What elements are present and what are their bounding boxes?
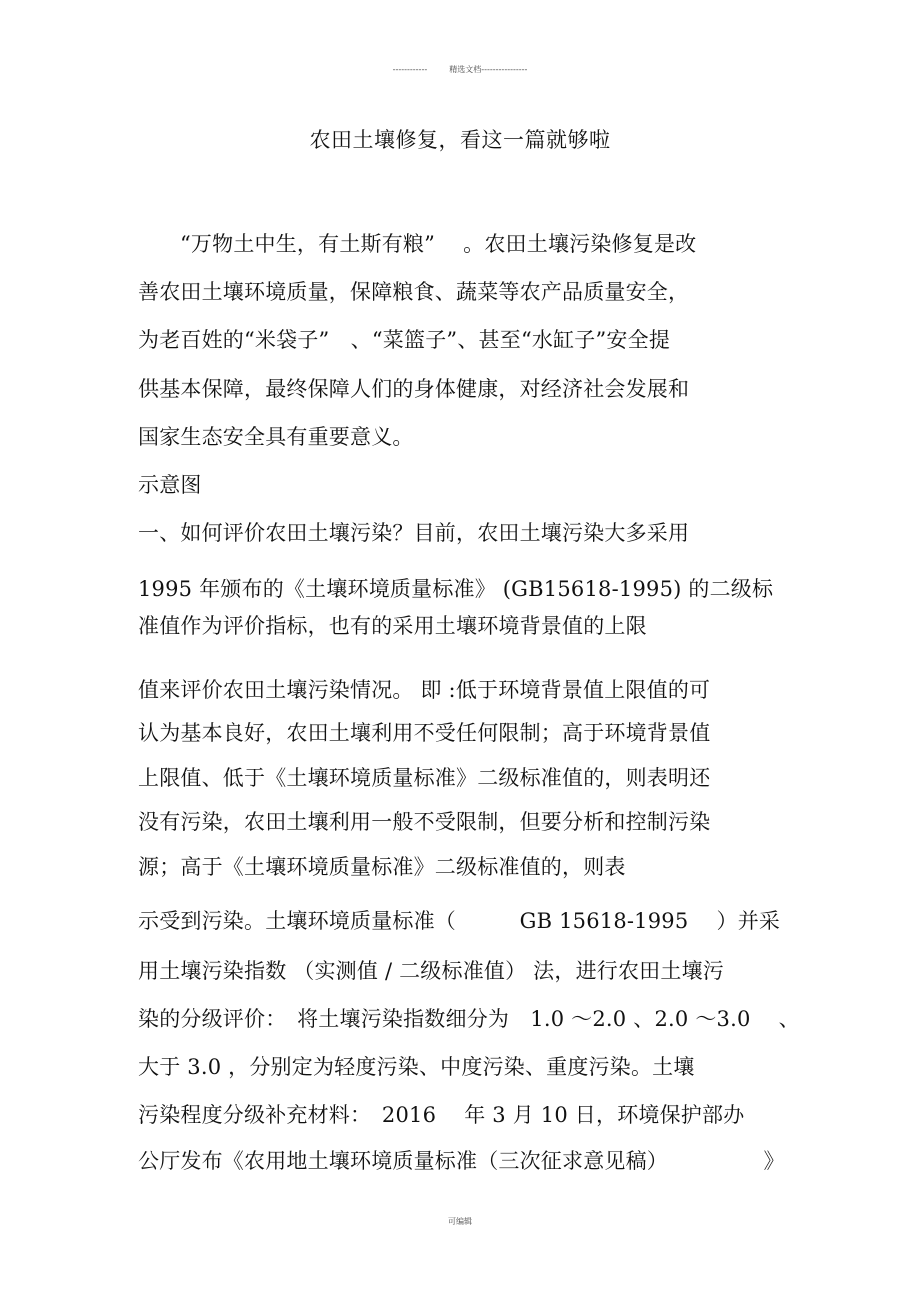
- page-footer: 可编辑: [448, 1217, 472, 1226]
- body-line-3: 为老百姓的“米袋子” 、“菜篮子”、甚至“水缸子”安全提: [138, 328, 671, 352]
- body-line-1: “万物土中生，有土斯有粮” 。农田土壤污染修复是改: [180, 232, 697, 256]
- body-line-13: 没有污染，农田土壤利用一般不受限制，但要分析和控制污染: [138, 810, 711, 834]
- section-label-diagram: 示意图: [138, 473, 202, 497]
- header-right-rule: ----------------: [481, 65, 528, 74]
- header-label: 精选文档: [449, 65, 482, 74]
- section-heading-1: 一、如何评价农田土壤污染？目前，农田土壤污染大多采用: [138, 521, 690, 545]
- body-line-9: 准值作为评价指标，也有的采用土壤环境背景值的上限: [138, 614, 647, 638]
- body-line-15: 示受到污染。土壤环境质量标准（ GB 15618-1995 ）并采: [138, 909, 781, 933]
- body-line-5: 国家生态安全具有重要意义。: [138, 425, 414, 449]
- body-line-14: 源；高于《土壤环境质量标准》二级标准值的，则表: [138, 855, 626, 879]
- body-line-16: 用土壤污染指数 （实测值 / 二级标准值） 法，进行农田土壤污: [138, 959, 724, 983]
- header-left-rule: ------------: [392, 65, 428, 74]
- body-line-19: 污染程度分级补充材料： 2016 年 3 月 10 日，环境保护部办: [138, 1103, 745, 1127]
- page-header: [0, 64, 920, 75]
- body-line-17: 染的分级评价： 将土壤污染指数细分为 1.0 ～2.0 、2.0 ～3.0 、: [138, 1007, 800, 1031]
- document-title: 农田土壤修复，看这一篇就够啦: [309, 128, 611, 152]
- body-line-11: 认为基本良好，农田土壤利用不受任何限制；高于环境背景值: [138, 721, 711, 745]
- body-line-2: 善农田土壤环境质量，保障粮食、蔬菜等农产品质量安全，: [138, 280, 690, 304]
- body-line-4: 供基本保障，最终保障人们的身体健康，对经济社会发展和: [138, 377, 690, 401]
- body-line-12: 上限值、低于《土壤环境质量标准》二级标准值的，则表明还: [138, 766, 711, 790]
- body-line-20: 公厅发布《农用地土壤环境质量标准（三次征求意见稿） 》: [138, 1149, 785, 1173]
- body-line-8: 1995 年颁布的《土壤环境质量标准》 (GB15618-1995) 的二级标: [138, 577, 774, 601]
- body-line-18: 大于 3.0 ，分别定为轻度污染、中度污染、重度污染。土壤: [138, 1055, 695, 1079]
- body-line-10: 值来评价农田土壤污染情况。 即 :低于环境背景值上限值的可: [138, 678, 711, 702]
